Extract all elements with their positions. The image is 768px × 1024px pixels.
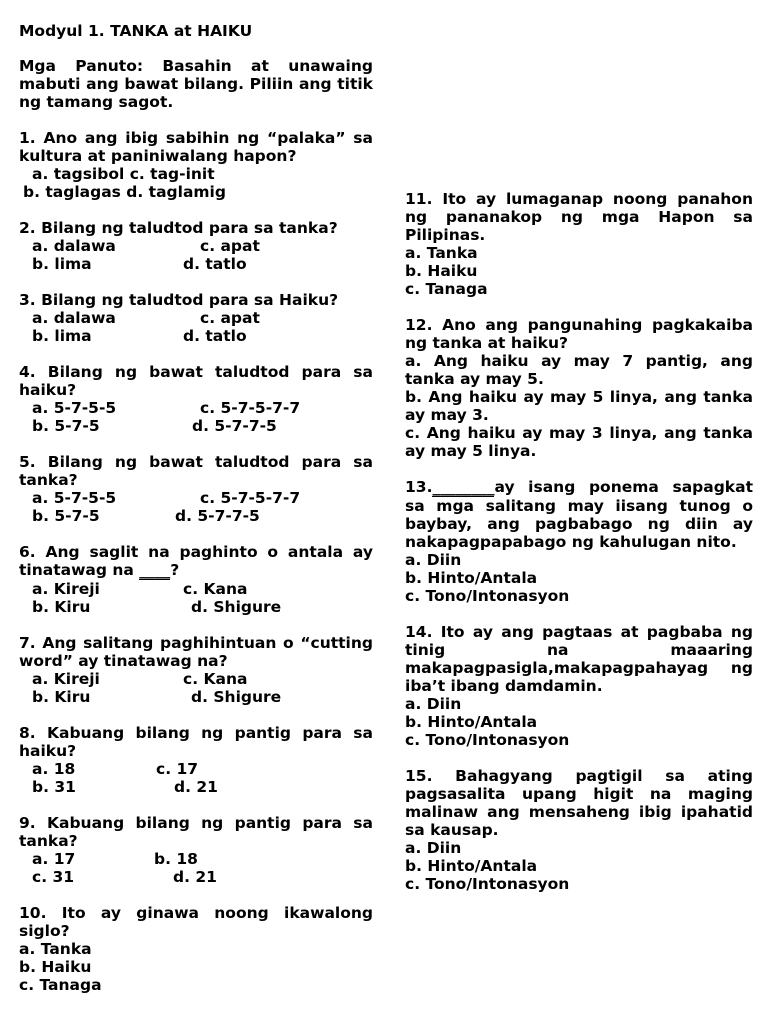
question-15 bbox=[405, 767, 753, 893]
question-stem: 7. Ang salitang paghihintuan o “cutting word” ay tinatawag na? bbox=[19, 634, 373, 670]
question-2 bbox=[19, 219, 373, 273]
option-c: c. Kana bbox=[183, 580, 248, 598]
option-a: a. Kireji bbox=[32, 580, 100, 598]
question-14 bbox=[405, 623, 753, 749]
option-a: a. Ang haiku ay may 7 pantig, ang tanka ay may 5. bbox=[405, 352, 753, 388]
question-stem: 15. Bahagyang pagtigil sa ating pagsasalita upang higit na maging malinaw ang mensaheng ibig ipahatid sa kausap. bbox=[405, 767, 753, 839]
option-c: c. Tanaga bbox=[19, 976, 102, 994]
options-line: a. tagsibol c. tag-init bbox=[32, 165, 215, 183]
option-b: b. Hinto/Antala bbox=[405, 713, 538, 731]
option-b: b. 31 bbox=[32, 778, 76, 796]
question-13 bbox=[405, 478, 753, 605]
option-c: c. 17 bbox=[156, 760, 199, 778]
option-d: d. 21 bbox=[173, 868, 217, 886]
question-8 bbox=[19, 724, 373, 796]
option-a: a. Diin bbox=[405, 839, 462, 857]
right-column bbox=[405, 190, 753, 893]
question-stem: 12. Ano ang pangunahing pagkakaiba ng tanka at haiku? bbox=[405, 316, 753, 352]
question-stem: 13.________ay isang ponema sapagkat sa mga salitang may iisang tunog o baybay, ang pagbabago ng diin ay nakapagpapabago ng kahulugan nito. bbox=[405, 478, 753, 551]
question-11 bbox=[405, 190, 753, 298]
question-stem: 8. Kabuang bilang ng pantig para sa haiku? bbox=[19, 724, 373, 760]
question-5 bbox=[19, 453, 373, 525]
question-10 bbox=[19, 904, 373, 994]
option-c: c. Tono/Intonasyon bbox=[405, 875, 570, 893]
question-7 bbox=[19, 634, 373, 706]
option-c: c. Kana bbox=[183, 670, 248, 688]
option-c: c. Tanaga bbox=[405, 280, 488, 298]
option-c: c. 31 bbox=[32, 868, 75, 886]
option-a: a. 18 bbox=[32, 760, 76, 778]
question-12 bbox=[405, 316, 753, 460]
question-stem: 1. Ano ang ibig sabihin ng “palaka” sa kultura at paniniwalang hapon? bbox=[19, 129, 373, 165]
option-d: d. Shigure bbox=[191, 688, 282, 706]
option-b: b. lima bbox=[32, 327, 92, 345]
question-stem: 5. Bilang ng bawat taludtod para sa tanka? bbox=[19, 453, 373, 489]
option-a: a. Kireji bbox=[32, 670, 100, 688]
option-b: b. Haiku bbox=[19, 958, 92, 976]
question-6 bbox=[19, 543, 373, 616]
option-b: b. lima bbox=[32, 255, 92, 273]
option-a: a. 5-7-5-5 bbox=[32, 399, 117, 417]
option-c: c. Ang haiku ay may 3 linya, ang tanka ay may 5 linya. bbox=[405, 424, 753, 460]
option-b: b. 5-7-5 bbox=[32, 507, 100, 525]
option-b: b. Kiru bbox=[32, 598, 91, 616]
option-b: b. Hinto/Antala bbox=[405, 569, 538, 587]
question-stem: 6. Ang saglit na paghinto o antala ay tinatawag na ____? bbox=[19, 543, 373, 579]
question-stem: 11. Ito ay lumaganap noong panahon ng pananakop ng mga Hapon sa Pilipinas. bbox=[405, 190, 753, 244]
question-stem: 10. Ito ay ginawa noong ikawalong siglo? bbox=[19, 904, 373, 940]
option-c: c. Tono/Intonasyon bbox=[405, 731, 570, 749]
left-column bbox=[19, 22, 373, 994]
option-a: a. Diin bbox=[405, 695, 462, 713]
option-a: a. Tanka bbox=[405, 244, 478, 262]
option-a: a. Tanka bbox=[19, 940, 92, 958]
option-d: d. tatlo bbox=[183, 255, 247, 273]
options-line: b. taglagas d. taglamig bbox=[23, 183, 226, 201]
option-d: d. 5-7-7-5 bbox=[192, 417, 277, 435]
option-b: b. Hinto/Antala bbox=[405, 857, 538, 875]
option-d: d. tatlo bbox=[183, 327, 247, 345]
question-9 bbox=[19, 814, 373, 886]
option-c: c. 5-7-5-7-7 bbox=[200, 399, 301, 417]
option-c: c. apat bbox=[200, 237, 260, 255]
question-stem: 14. Ito ay ang pagtaas at pagbaba ng tinig na maaaring makapagpasigla,makapagpahayag ng iba’t ibang damdamin. bbox=[405, 623, 753, 695]
option-b: b. 5-7-5 bbox=[32, 417, 100, 435]
option-d: d. 5-7-7-5 bbox=[175, 507, 260, 525]
option-b: b. Ang haiku ay may 5 linya, ang tanka ay may 3. bbox=[405, 388, 753, 424]
option-a: a. dalawa bbox=[32, 237, 116, 255]
question-stem: 2. Bilang ng taludtod para sa tanka? bbox=[19, 219, 338, 237]
option-d: d. Shigure bbox=[191, 598, 282, 616]
option-c: c. 5-7-5-7-7 bbox=[200, 489, 301, 507]
option-b: b. Kiru bbox=[32, 688, 91, 706]
option-a: a. dalawa bbox=[32, 309, 116, 327]
answer-blank: ________ bbox=[432, 478, 495, 496]
option-a: a. Diin bbox=[405, 551, 462, 569]
instructions: Mga Panuto: Basahin at unawaing mabuti ang bawat bilang. Piliin ang titik ng tamang sagot. bbox=[19, 57, 373, 111]
option-a: a. 17 bbox=[32, 850, 76, 868]
question-1 bbox=[19, 129, 373, 201]
option-c: c. apat bbox=[200, 309, 260, 327]
question-stem: 4. Bilang ng bawat taludtod para sa haiku? bbox=[19, 363, 373, 399]
module-title: Modyul 1. TANKA at HAIKU bbox=[19, 22, 253, 40]
option-c: c. Tono/Intonasyon bbox=[405, 587, 570, 605]
option-b: b. 18 bbox=[154, 850, 198, 868]
question-stem: 9. Kabuang bilang ng pantig para sa tanka? bbox=[19, 814, 373, 850]
question-3 bbox=[19, 291, 373, 345]
question-stem: 3. Bilang ng taludtod para sa Haiku? bbox=[19, 291, 339, 309]
option-b: b. Haiku bbox=[405, 262, 478, 280]
option-d: d. 21 bbox=[174, 778, 218, 796]
answer-blank: ____ bbox=[139, 561, 171, 579]
question-4 bbox=[19, 363, 373, 435]
option-a: a. 5-7-5-5 bbox=[32, 489, 117, 507]
